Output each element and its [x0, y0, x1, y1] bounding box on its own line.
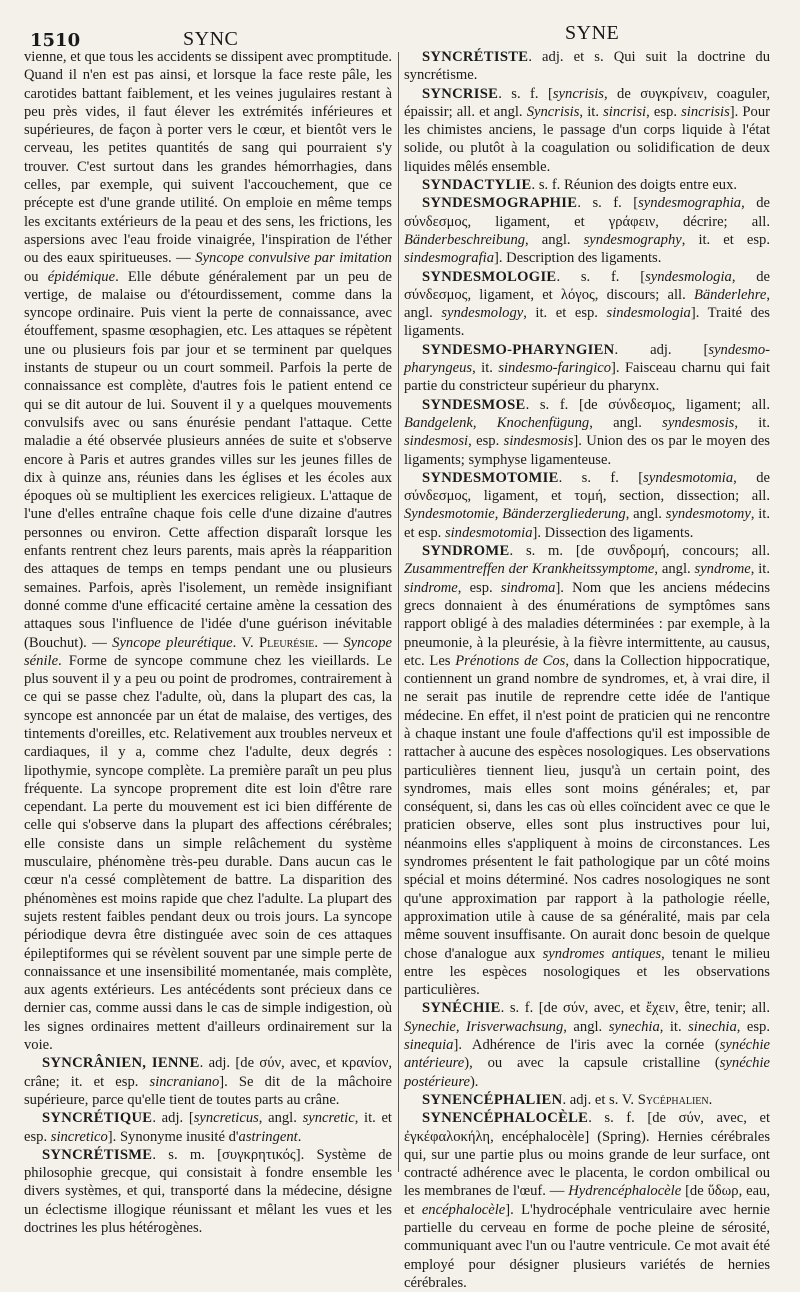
text-run-italic: sindesmosis — [503, 433, 574, 450]
text-run: ]. Faisceau charnu qui fait partie du constricteur supérieur du pharynx. — [404, 360, 771, 395]
text-run: . s. f. [ — [498, 85, 553, 102]
text-run: . s. f. [ — [577, 195, 639, 212]
text-run: . s. f. [ — [556, 268, 646, 285]
text-run: , it. — [579, 103, 604, 120]
text-run: [de ὕδωρ, eau, et — [404, 1183, 770, 1218]
text-run-italic: Bänderlehre — [693, 286, 767, 303]
text-run-italic: Syndesmotomie, Bänderzergliederung — [404, 506, 626, 523]
cross-reference: Pleurésie — [259, 634, 315, 651]
text-run: , tenant le milieu entre les espèces nosologiques et les observations particulières. — [404, 945, 770, 999]
running-head-right: SYNE — [565, 22, 620, 44]
text-run: , dans la Collection hippocratique, contiennent un grand nombre de syndromes, et, à vrai dire, il ne serait pas inutile de reprendre cette idée de l'antique médecine. En effet, il n'est point de praticien qui ne rencontre à chaque instant une foule d'affections qu'il est impossible de rattacher à aucune des espèces nosologiques. Les observations particulières tiennent lieu, jusqu'à un certain point, des syndromes, mais elles sont moins générales; et, par conséquent, si, dans les cas où elles coïncident avec ce que le praticien observe, elles sont plus instructives pour lui, néanmoins elles s'appliquent à moins de circonstances. Les syndromes présentent le fait pathologique par un côté moins spécial et moins déterminé. Nos cadres nosologiques ne sont qu'une approximation par rapport à la pathologie réelle, approximation utile à cause de sa généralité, mais par cela même souvent insuffisante. On aurait donc besoin de quelque chose d'analogue aux — [404, 652, 770, 962]
page-header — [0, 0, 800, 51]
entry-syndesmose — [404, 396, 770, 469]
text-run-italic: Bandgelenk, Knochenfügung — [404, 414, 590, 431]
text-run: , it. et esp. — [681, 231, 770, 248]
text-run: . — [297, 1128, 302, 1145]
headword: SYNENCÉPHALIEN — [422, 1091, 563, 1108]
headword: SYNDROME — [422, 543, 510, 560]
text-run-italic: sindesmo-faringico — [498, 360, 612, 377]
text-run: ]. Union des os par le moyen des ligaments; symphyse ligamenteuse. — [404, 433, 770, 468]
headword: SYNCRISE — [422, 85, 499, 102]
text-run: ]. L'hydrocéphale ventriculaire avec hernie partielle du cerveau en forme de poche pleine de sérosité, communiquant avec l'un ou l'autre ventricule. Ce mot avait été employé pour désigner plusieurs variétés de hernies cérébrales. — [404, 1201, 770, 1291]
text-run: , angl. — [258, 1110, 303, 1127]
text-run-italic: sincraniano — [149, 1073, 220, 1090]
text-run-italic: sindesmografia — [404, 250, 494, 267]
text-run-italic: sincrisis — [681, 103, 730, 120]
text-run-italic: syncretic — [302, 1110, 355, 1127]
text-run: ]. Nom que les anciens médecins grecs donnaient à des énumérations de symptômes sans rapport obligé à des maladies déterminées : par exemple, à la pneumonie, à la pleurésie, à la fièvre intermittente, au causus, etc. Les — [404, 579, 770, 669]
entry-syndesmo-pharyngien — [404, 341, 770, 396]
text-run-italic: sincretico — [50, 1128, 108, 1145]
column-divider — [398, 52, 399, 1172]
text-run-italic: Syncope pleurétique — [112, 634, 233, 651]
text-run: ), ou avec la capsule cristalline ( — [464, 1055, 720, 1072]
headword: SYNCRÉTISTE — [422, 49, 529, 65]
text-run: ]. Synonyme inusité d' — [107, 1128, 239, 1145]
text-run-italic: syndesmosis — [662, 414, 735, 431]
text-run: ou — [24, 268, 48, 285]
text-run-italic: sindesmologia — [606, 305, 691, 322]
text-run: , de σύνδεσμος, ligament, et τομή, section, dissection; all. — [404, 469, 770, 505]
text-run: . s. m. [de συνδρομή, concours; all. — [509, 543, 770, 560]
headword: SYNDESMOTOMIE — [422, 469, 559, 486]
text-run: , esp. — [457, 579, 501, 596]
page-number: 1510 — [30, 30, 81, 51]
running-head-left: SYNC — [183, 28, 239, 50]
text-run-italic: syndromes antiques — [542, 945, 662, 962]
headword: SYNDACTYLIE — [422, 177, 532, 194]
text-run: . V. — [232, 634, 260, 651]
text-run-italic: syndesmotomia — [643, 469, 734, 486]
entry-syncrise — [404, 85, 770, 176]
headword: SYNÉCHIE — [422, 1000, 501, 1017]
text-run: . s. f. [ — [558, 469, 644, 486]
text-run-italic: sindesmotomia — [444, 524, 533, 541]
text-run-italic: sinequia — [404, 1037, 454, 1054]
headword: SYNDESMOLOGIE — [422, 268, 557, 285]
entry-syndactylie — [404, 176, 770, 194]
text-run-italic: sindroma — [500, 579, 556, 596]
text-run-italic: sindesmosi — [404, 433, 469, 450]
text-run-italic: Syncope convulsive par imitation — [195, 250, 392, 267]
text-run: , it. — [472, 360, 499, 377]
text-run: ]. Se dit de la mâchoire supérieure, parce qu'elle tient de toutes parts au crâne. — [24, 1073, 392, 1108]
text-run: ]. Description des ligaments. — [494, 250, 662, 267]
entry-synechie — [404, 999, 770, 1090]
text-run: , de συγκρίνειν, coaguler, épaissir; all. et angl. — [404, 85, 770, 120]
text-run: ]. Dissection des ligaments. — [532, 524, 694, 541]
entry-syncranien — [24, 1054, 392, 1109]
text-run-italic: Bänderbeschreibung — [404, 231, 526, 248]
text-run-italic: Synechie, Irisverwachsung — [404, 1018, 564, 1035]
text-run: , it. — [750, 561, 770, 578]
right-column — [404, 48, 771, 1291]
text-run: ]. Pour les chimistes anciens, le passage d'un corps liquide à l'état solide, ou plutôt à la coagulation ou solidification de deux liquides mêlés ensemble. — [404, 103, 770, 175]
text-run: , de σύνδεσμος, ligament, et λόγος, discours; all. — [404, 268, 771, 303]
text-run: . adj. [ — [152, 1110, 194, 1127]
text-run: . adj. [ — [614, 341, 709, 358]
text-run: . s. f. [de σύν, avec, et ἔχειν, être, tenir; all. — [500, 1000, 770, 1017]
entry-synencephalocele — [404, 1109, 770, 1292]
syncope-continuation-paragraph — [24, 48, 392, 1054]
text-run: . Forme de syncope commune chez les vieillards. Le plus souvent il y a peu ou point de prodromes, contrairement à ce qui se passe chez l'adulte, où, dans la plupart des cas, la syncope est annoncée par un état de malaise, des vertiges, des tintements d'oreilles, etc. Relativement aux troubles nerveux et cardiaques, il y a, comme chez l'adulte, deux degrés : lipothymie, syncope complète. La première paraît un peu plus fréquente. La syncope proprement dite est loin d'être rare cependant. La perte du mouvement est ici bien différente de celle qui s'observe dans la plupart des affections cérébrales; elle consiste dans un simple relâchement du système musculaire, phénomène très-peu durable. Dans aucun cas le cœur n'a cessé complètement de battre. La disparition des phénomènes est moins rapide que chez l'adulte. La plupart des sujets restent faibles pendant deux ou trois jours. La syncope périodique devra être distinguée avec soin de ces attaques épileptiformes qui se révèlent souvent par une simple perte de connaissance et une insensibilité momentanée, mais complète, aux agents extérieurs. Les antécédents sont précieux dans ce dernier cas, comme aussi dans le cas de simple indigestion, où les signes ordinaires mettent d'ailleurs ordinairement sur la voie. — [24, 652, 392, 1054]
text-run: . adj. [de σύν, avec, et κρανίον, crâne; it. et esp. — [24, 1055, 392, 1090]
text-run-italic: syndesmology — [441, 305, 524, 322]
text-run: . — [708, 1091, 713, 1108]
headword: SYNDESMOGRAPHIE — [422, 195, 578, 212]
text-run: , esp. — [468, 433, 504, 450]
text-run: , esp. — [646, 103, 682, 120]
headword: SYNCRÂNIEN, IENNE — [42, 1055, 200, 1072]
entry-synencephalien — [404, 1091, 770, 1109]
entry-syndesmographie — [404, 194, 770, 267]
text-run: , it. et esp. — [523, 305, 607, 322]
cross-reference: Sycéphalien — [637, 1091, 709, 1108]
text-run-italic: syncreticus — [193, 1110, 259, 1127]
headword: SYNENCÉPHALOCÈLE — [422, 1110, 589, 1127]
text-run: , it. et esp. — [24, 1110, 392, 1145]
text-run: , angl. — [654, 561, 695, 578]
text-run-italic: Hydrencéphalocèle — [568, 1183, 682, 1200]
text-run: , esp. — [736, 1018, 771, 1035]
text-run: , angl. — [525, 231, 584, 248]
text-run-italic: Prénotions de Cos — [455, 652, 566, 669]
entry-syndrome — [404, 542, 770, 999]
text-run: ]. Traité des ligaments. — [404, 305, 770, 340]
text-run-italic: synéchie postérieure — [404, 1055, 770, 1090]
text-run: ]. Adhérence de l'iris avec la cornée ( — [453, 1037, 720, 1054]
text-run-italic: syndesmographia — [638, 195, 742, 212]
text-run: , it. — [659, 1018, 689, 1035]
text-run: , angl. — [589, 414, 663, 431]
text-run-italic: Syncope sénile — [24, 634, 392, 669]
text-run: . adj. et s. Qui suit la doctrine du syncrétisme. — [404, 49, 770, 84]
text-run-italic: syndesmography — [583, 231, 682, 248]
headword: SYNDESMO-PHARYNGIEN — [422, 341, 615, 358]
headword: SYNCRÉTISME — [42, 1146, 153, 1163]
text-run: . — — [314, 634, 344, 651]
left-column — [24, 48, 393, 1236]
text-run: , de σύνδεσμος, ligament, et γράφειν, décrire; all. — [404, 195, 770, 230]
entry-syndesmologie — [404, 268, 770, 341]
text-run: . s. m. [συγκρητικός]. Système de philosophie grecque, qui consistait à fondre ensemble les divers systèmes, et qui, transporté dans la médecine, désigne un éclectisme illogique réunissant et mêlant les vues et les doctrines les plus hétérogènes. — [24, 1146, 392, 1236]
text-run: vienne, et que tous les accidents se dissipent avec promptitude. Quand il n'en est pas ainsi, et lorsque la face reste pâle, les carotides battant faiblement, et les veines jugulaires restant à peu près vides, il faut élever les extrémités inférieures et supérieures, de façon à porter vers le cœur, et bientôt vers le cerveau, les petites quantités de sang qui pourraient s'y trouver. C'est surtout dans les grandes hémorrhagies, dans celles, par exemple, qui suivent l'accouchement, que ce précepte est d'une grande utilité. On emploie en même temps les excitants extérieurs de la peau et des sens, les frictions, les aspersions avec l'eau froide vinaigrée, l'inspiration de l'éther ou des eaux spiritueuses. — — [24, 49, 392, 267]
text-run: , angl. — [563, 1018, 609, 1035]
text-run-italic: synéchie antérieure — [404, 1037, 770, 1072]
text-run-italic: encéphalocèle — [421, 1201, 506, 1218]
text-run: . s. f. Réunion des doigts entre eux. — [531, 177, 738, 194]
text-run-italic: Syncrisis — [526, 103, 580, 120]
text-run: ). — [469, 1073, 479, 1090]
text-run: , angl. — [625, 506, 666, 523]
text-run-italic: syncrisis — [552, 85, 604, 102]
text-run-italic: sinechia — [688, 1018, 737, 1035]
text-run-italic: épidémique — [47, 268, 116, 285]
text-run-italic: astringent — [238, 1128, 298, 1145]
entry-syndesmotomie — [404, 469, 770, 542]
entry-syncretisme — [24, 1146, 392, 1237]
text-run-italic: syndesmo-pharyngeus — [404, 341, 770, 377]
text-run-italic: syndrome — [694, 561, 751, 578]
text-run-italic: Zusammentreffen der Krankheitssymptome — [404, 561, 655, 578]
text-run-italic: synechia — [608, 1018, 660, 1035]
text-run: . s. f. [de σύνδεσμος, ligament; all. — [525, 396, 770, 413]
text-run: , it. et esp. — [404, 506, 770, 541]
text-run: . adj. et s. V. — [562, 1091, 638, 1108]
headword: SYNDESMOSE — [422, 396, 526, 413]
text-run: , angl. — [404, 286, 770, 322]
text-run-italic: sincrisi — [603, 103, 647, 120]
entry-syncretique — [24, 1109, 392, 1146]
text-run: , it. — [734, 414, 770, 431]
text-run-italic: syndesmotomy — [665, 506, 751, 523]
text-run: . Elle débute généralement par un peu de vertige, de malaise ou d'étourdissement, comme dans la syncope ordinaire. Puis vient la perte de connaissance, avec étouffement, spasme œsophagien, etc. Les attaques se répètent une ou plusieurs fois par jour et se terminent par quelques instants de stupeur ou un court sommeil. Parfois la perte de connaissance est complète, d'autres fois le patient entend ce qui se dit autour de lui. Souvent il y a quelques mouvements convulsifs avec ou sans énurésie pendant l'attaque. Cette maladie a été observée plusieurs années de suite et s'observe encore à Paris et autres grandes villes sur les jeunes filles de dix à quinze ans, réunies dans les églises et les écoles aux époques où se multiplient les exercices religieux. L'attaque de l'une d'elles entraîne chaque fois celle d'une dizaine d'autres personnes ou environ. Cette affection disparaît lorsque les enfants rentrent chez leurs parents, mais après la réapparition des attaques de temps en temps pendant une ou plusieurs semaines. Parfois, après l'isolement, un remède insignifiant donné comme d'une efficacité certaine amène la cessation des attaques sous l'influence de l'idée d'une guérison inévitable (Bouchut). — — [24, 268, 393, 651]
headword: SYNCRÉTIQUE — [42, 1110, 153, 1127]
text-run-italic: syndesmologia — [645, 268, 732, 285]
entry-syncretiste — [404, 48, 770, 85]
text-run: . s. f. [de σύν, avec, et ἐγκέφαλοκήλη, encéphalocèle] (Spring). Hernies cérébrales qui, sur une partie plus ou moins grande de leur surface, ont contracté adhérence avec le placenta, le cordon ombilical ou les membranes de l'œuf. — — [404, 1110, 770, 1200]
text-run-italic: sindrome — [404, 579, 458, 596]
